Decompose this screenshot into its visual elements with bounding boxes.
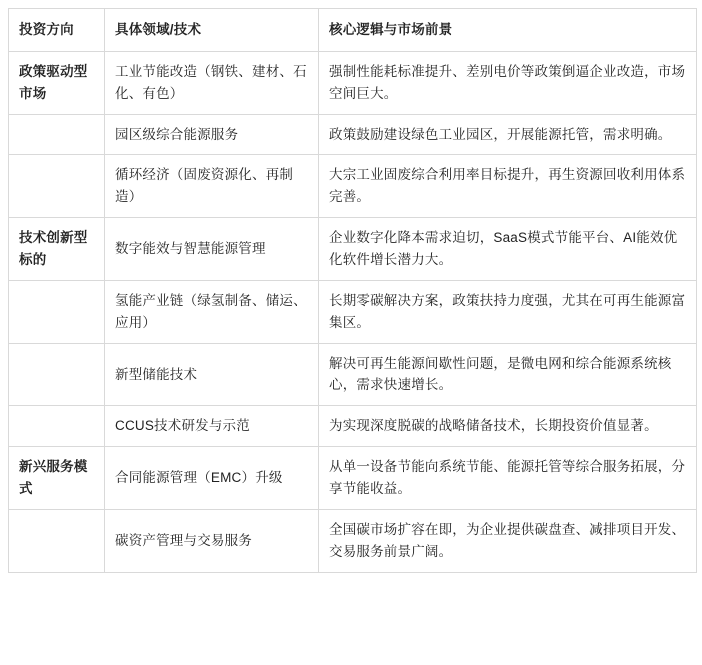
investment-direction-table (8, 8, 697, 573)
cell-direction (9, 343, 105, 406)
cell-direction (9, 155, 105, 218)
cell-direction (9, 509, 105, 572)
cell-field: 新型储能技术 (105, 343, 319, 406)
cell-field: 循环经济（固废资源化、再制造） (105, 155, 319, 218)
investment-table-container (0, 8, 702, 573)
table-body (9, 51, 697, 572)
table-row (9, 280, 697, 343)
table-row (9, 447, 697, 510)
table-row (9, 406, 697, 447)
cell-field: 数字能效与智慧能源管理 (105, 218, 319, 281)
cell-logic: 政策鼓励建设绿色工业园区，开展能源托管，需求明确。 (319, 114, 697, 155)
cell-logic: 从单一设备节能向系统节能、能源托管等综合服务拓展，分享节能收益。 (319, 447, 697, 510)
cell-direction (9, 406, 105, 447)
cell-logic: 解决可再生能源间歇性问题，是微电网和综合能源系统核心，需求快速增长。 (319, 343, 697, 406)
cell-field: 碳资产管理与交易服务 (105, 509, 319, 572)
cell-field: 工业节能改造（钢铁、建材、石化、有色） (105, 51, 319, 114)
cell-logic: 长期零碳解决方案，政策扶持力度强，尤其在可再生能源富集区。 (319, 280, 697, 343)
cell-direction (9, 114, 105, 155)
cell-direction (9, 280, 105, 343)
cell-logic: 强制性能耗标准提升、差别电价等政策倒逼企业改造，市场空间巨大。 (319, 51, 697, 114)
table-row (9, 343, 697, 406)
cell-logic: 全国碳市场扩容在即，为企业提供碳盘查、减排项目开发、交易服务前景广阔。 (319, 509, 697, 572)
cell-logic: 大宗工业固废综合利用率目标提升，再生资源回收利用体系完善。 (319, 155, 697, 218)
table-row (9, 114, 697, 155)
cell-logic: 企业数字化降本需求迫切，SaaS模式节能平台、AI能效优化软件增长潜力大。 (319, 218, 697, 281)
cell-direction: 新兴服务模式 (9, 447, 105, 510)
cell-direction: 政策驱动型市场 (9, 51, 105, 114)
table-row (9, 155, 697, 218)
table-row (9, 509, 697, 572)
cell-field: 氢能产业链（绿氢制备、储运、应用） (105, 280, 319, 343)
table-row (9, 218, 697, 281)
table-row (9, 51, 697, 114)
cell-field: CCUS技术研发与示范 (105, 406, 319, 447)
table-header (9, 9, 697, 52)
cell-direction: 技术创新型标的 (9, 218, 105, 281)
cell-field: 合同能源管理（EMC）升级 (105, 447, 319, 510)
column-header-logic: 核心逻辑与市场前景 (319, 9, 697, 52)
column-header-field: 具体领域/技术 (105, 9, 319, 52)
cell-field: 园区级综合能源服务 (105, 114, 319, 155)
column-header-direction: 投资方向 (9, 9, 105, 52)
table-header-row (9, 9, 697, 52)
cell-logic: 为实现深度脱碳的战略储备技术，长期投资价值显著。 (319, 406, 697, 447)
